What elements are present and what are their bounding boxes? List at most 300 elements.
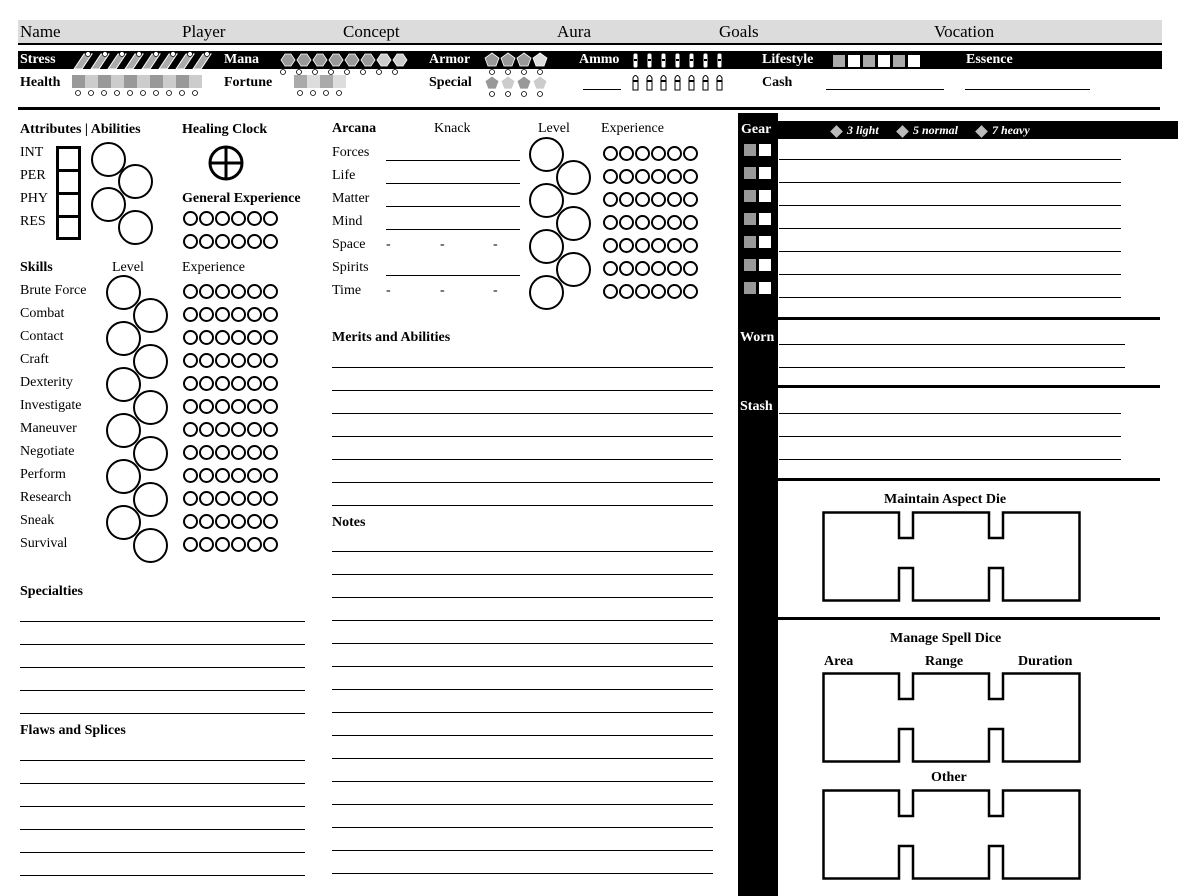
fortune-track[interactable] (292, 74, 356, 98)
xp-bubble[interactable] (667, 146, 682, 161)
xp-bubble[interactable] (199, 491, 214, 506)
lifestyle-label: Lifestyle (762, 52, 814, 67)
xp-bubble[interactable] (635, 215, 650, 230)
arcana-level-circle[interactable] (556, 160, 591, 195)
xp-row[interactable] (183, 330, 278, 345)
xp-bubble[interactable] (603, 215, 618, 230)
xp-bubble[interactable] (683, 192, 698, 207)
stash-divider (778, 385, 1160, 388)
player-field[interactable]: Player (182, 22, 226, 41)
vocation-field[interactable]: Vocation (934, 22, 995, 41)
xp-bubble[interactable] (199, 422, 214, 437)
xp-bubble[interactable] (683, 284, 698, 299)
skill-label: Perform (20, 467, 66, 482)
skill-level-circle[interactable] (133, 390, 168, 425)
attr-int: INT (20, 145, 44, 160)
write-line[interactable] (20, 713, 305, 714)
healing-clock-icon[interactable] (208, 145, 244, 181)
xp-bubble[interactable] (635, 146, 650, 161)
specialties-title: Specialties (20, 584, 83, 599)
xp-bubble[interactable] (247, 537, 262, 552)
gear-line[interactable] (779, 297, 1121, 298)
write-line[interactable] (332, 781, 713, 782)
gear-load-box[interactable] (744, 167, 756, 179)
xp-bubble[interactable] (199, 468, 214, 483)
xp-bubble[interactable] (231, 399, 246, 414)
xp-bubble[interactable] (683, 169, 698, 184)
goals-field[interactable]: Goals (719, 22, 759, 41)
skill-level-circle[interactable] (133, 298, 168, 333)
xp-bubble[interactable] (215, 514, 230, 529)
xp-bubble[interactable] (215, 330, 230, 345)
skill-label: Negotiate (20, 444, 75, 459)
xp-bubble[interactable] (619, 215, 634, 230)
special-label: Special (429, 75, 472, 90)
lifestyle-track[interactable] (833, 55, 920, 67)
xp-bubble[interactable] (215, 284, 230, 299)
write-line[interactable] (20, 644, 305, 645)
xp-bubble[interactable] (183, 537, 198, 552)
attributes-title: Attributes | Abilities (20, 122, 141, 137)
write-line[interactable] (332, 390, 713, 391)
stress-track[interactable] (74, 51, 214, 71)
arcana-label: Life (332, 168, 356, 183)
skills-title: Skills (20, 260, 53, 275)
skill-level-circle[interactable] (133, 528, 168, 563)
xp-bubble[interactable] (199, 514, 214, 529)
xp-bubble[interactable] (231, 330, 246, 345)
xp-bubble[interactable] (667, 261, 682, 276)
diamond-icon (830, 125, 843, 138)
write-line[interactable] (332, 712, 713, 713)
general-xp-row[interactable] (183, 234, 278, 249)
xp-bubble[interactable] (263, 491, 278, 506)
xp-bubble[interactable] (667, 192, 682, 207)
skill-label: Survival (20, 536, 68, 551)
skill-label: Research (20, 490, 72, 505)
xp-bubble[interactable] (651, 261, 666, 276)
knack-dash: - (493, 237, 498, 252)
worn-line[interactable] (779, 367, 1125, 368)
write-line[interactable] (332, 827, 713, 828)
xp-bubble[interactable] (619, 169, 634, 184)
stash-line[interactable] (779, 459, 1121, 460)
stash-title: Stash (740, 399, 773, 414)
write-line[interactable] (332, 850, 713, 851)
gear-load-box[interactable] (759, 144, 771, 156)
xp-bubble[interactable] (603, 238, 618, 253)
xp-bubble[interactable] (263, 376, 278, 391)
xp-bubble[interactable] (247, 353, 262, 368)
manage-spell-title: Manage Spell Dice (890, 631, 1002, 646)
write-line[interactable] (20, 783, 305, 784)
xp-bubble[interactable] (667, 284, 682, 299)
gear-load-box[interactable] (744, 144, 756, 156)
xp-bubble[interactable] (635, 238, 650, 253)
attribute-boxes[interactable] (56, 146, 81, 240)
gear-line[interactable] (779, 251, 1121, 252)
write-line[interactable] (332, 689, 713, 690)
xp-row[interactable] (183, 537, 278, 552)
xp-bubble[interactable] (199, 537, 214, 552)
knack-dash: - (386, 283, 391, 298)
load-normal[interactable]: 5 normal (898, 123, 958, 138)
xp-row[interactable] (603, 169, 698, 184)
gear-sidebar (738, 113, 778, 896)
knack-line[interactable] (386, 160, 520, 161)
xp-bubble[interactable] (247, 491, 262, 506)
xp-bubble[interactable] (603, 146, 618, 161)
xp-row[interactable] (183, 399, 278, 414)
skill-label: Maneuver (20, 421, 77, 436)
xp-bubble[interactable] (247, 445, 262, 460)
worn-divider (778, 317, 1160, 320)
write-line[interactable] (332, 804, 713, 805)
write-line[interactable] (332, 459, 713, 460)
xp-bubble[interactable] (635, 192, 650, 207)
duration-label: Duration (1018, 654, 1073, 669)
xp-bubble[interactable] (263, 537, 278, 552)
write-line[interactable] (332, 735, 713, 736)
skill-label: Brute Force (20, 283, 87, 298)
xp-bubble[interactable] (635, 284, 650, 299)
knack-line[interactable] (386, 229, 520, 230)
arcana-label: Time (332, 283, 362, 298)
xp-bubble[interactable] (183, 307, 198, 322)
name-field[interactable]: Name (20, 22, 61, 41)
flaws-title: Flaws and Splices (20, 723, 126, 738)
xp-bubble[interactable] (651, 169, 666, 184)
xp-bubble[interactable] (651, 238, 666, 253)
xp-row[interactable] (603, 215, 698, 230)
mana-track[interactable] (278, 52, 408, 76)
xp-bubble[interactable] (683, 261, 698, 276)
xp-bubble[interactable] (231, 445, 246, 460)
write-line[interactable] (332, 574, 713, 575)
xp-bubble[interactable] (231, 353, 246, 368)
xp-bubble[interactable] (231, 468, 246, 483)
write-line[interactable] (20, 875, 305, 876)
xp-bubble[interactable] (231, 307, 246, 322)
xp-bubble[interactable] (215, 445, 230, 460)
arcana-level-circle[interactable] (529, 275, 564, 310)
gear-load-box[interactable] (759, 167, 771, 179)
xp-bubble[interactable] (215, 399, 230, 414)
xp-bubble[interactable] (263, 468, 278, 483)
xp-bubble[interactable] (263, 399, 278, 414)
gear-title: Gear (741, 122, 772, 137)
write-line[interactable] (332, 482, 713, 483)
xp-bubble[interactable] (231, 514, 246, 529)
diamond-icon (975, 125, 988, 138)
gear-load-box[interactable] (759, 213, 771, 225)
dice-divider (778, 478, 1160, 481)
skills-level-header: Level (112, 260, 144, 275)
xp-bubble[interactable] (231, 422, 246, 437)
xp-bubble[interactable] (199, 445, 214, 460)
xp-bubble[interactable] (199, 284, 214, 299)
knack-line[interactable] (386, 206, 520, 207)
xp-bubble[interactable] (183, 330, 198, 345)
xp-bubble[interactable] (247, 307, 262, 322)
xp-row[interactable] (183, 307, 278, 322)
write-line[interactable] (332, 436, 713, 437)
xp-bubble[interactable] (619, 192, 634, 207)
knack-dash: - (493, 283, 498, 298)
xp-bubble[interactable] (603, 284, 618, 299)
xp-bubble[interactable] (247, 330, 262, 345)
xp-row[interactable] (603, 192, 698, 207)
spell-dice-box[interactable] (822, 672, 1082, 764)
ability-circle[interactable] (118, 164, 153, 199)
xp-bubble[interactable] (683, 238, 698, 253)
health-label: Health (20, 75, 61, 90)
xp-bubble[interactable] (247, 514, 262, 529)
xp-bubble[interactable] (183, 376, 198, 391)
xp-bubble[interactable] (231, 376, 246, 391)
load-light[interactable]: 3 light (832, 123, 879, 138)
attr-per: PER (20, 168, 46, 183)
arcana-label: Space (332, 237, 366, 252)
xp-bubble[interactable] (651, 284, 666, 299)
xp-row[interactable] (183, 491, 278, 506)
knack-line[interactable] (386, 183, 520, 184)
write-line[interactable] (20, 760, 305, 761)
write-line[interactable] (20, 667, 305, 668)
xp-bubble[interactable] (215, 537, 230, 552)
load-heavy[interactable]: 7 heavy (977, 123, 1030, 138)
skill-label: Dexterity (20, 375, 73, 390)
xp-bubble[interactable] (215, 491, 230, 506)
armor-track[interactable] (484, 52, 548, 76)
other-dice-box[interactable] (822, 789, 1082, 881)
xp-bubble[interactable] (215, 468, 230, 483)
xp-bubble[interactable] (635, 169, 650, 184)
xp-bubble[interactable] (215, 376, 230, 391)
xp-bubble[interactable] (603, 261, 618, 276)
arcana-label: Mind (332, 214, 363, 229)
maintain-aspect-die-box[interactable] (822, 511, 1082, 603)
xp-bubble[interactable] (651, 192, 666, 207)
gear-line[interactable] (779, 274, 1121, 275)
write-line[interactable] (20, 690, 305, 691)
knack-dash: - (440, 237, 445, 252)
xp-bubble[interactable] (263, 422, 278, 437)
area-label: Area (824, 654, 854, 669)
write-line[interactable] (332, 758, 713, 759)
gear-line[interactable] (779, 159, 1121, 160)
concept-field[interactable]: Concept (343, 22, 400, 41)
arcana-title: Arcana (332, 121, 377, 136)
xp-bubble[interactable] (683, 146, 698, 161)
write-line[interactable] (20, 806, 305, 807)
xp-bubble[interactable] (183, 514, 198, 529)
write-line[interactable] (20, 621, 305, 622)
gear-load-box[interactable] (759, 190, 771, 202)
xp-bubble[interactable] (247, 399, 262, 414)
xp-bubble[interactable] (215, 422, 230, 437)
xp-bubble[interactable] (603, 192, 618, 207)
xp-bubble[interactable] (651, 146, 666, 161)
write-line[interactable] (332, 551, 713, 552)
arcana-knack-header: Knack (434, 121, 471, 136)
worn-title: Worn (740, 330, 775, 345)
xp-bubble[interactable] (199, 307, 214, 322)
xp-bubble[interactable] (183, 468, 198, 483)
worn-line[interactable] (779, 344, 1125, 345)
skill-label: Investigate (20, 398, 82, 413)
gear-load-box[interactable] (744, 236, 756, 248)
write-line[interactable] (332, 597, 713, 598)
fortune-label: Fortune (224, 75, 273, 90)
skill-label: Craft (20, 352, 49, 367)
range-label: Range (925, 654, 964, 669)
ammo-track[interactable] (630, 51, 730, 93)
write-line[interactable] (332, 620, 713, 621)
xp-bubble[interactable] (199, 399, 214, 414)
write-line[interactable] (332, 643, 713, 644)
xp-row[interactable] (183, 422, 278, 437)
xp-bubble[interactable] (183, 399, 198, 414)
xp-bubble[interactable] (215, 307, 230, 322)
write-line[interactable] (332, 873, 713, 874)
xp-bubble[interactable] (215, 353, 230, 368)
xp-row[interactable] (603, 284, 698, 299)
maintain-aspect-title: Maintain Aspect Die (884, 492, 1007, 507)
skill-level-circle[interactable] (133, 482, 168, 517)
gear-load-box[interactable] (759, 236, 771, 248)
ammo-count-line[interactable] (583, 89, 621, 90)
xp-row[interactable] (183, 468, 278, 483)
xp-bubble[interactable] (619, 261, 634, 276)
xp-bubble[interactable] (231, 491, 246, 506)
skill-level-circle[interactable] (133, 344, 168, 379)
attr-res: RES (20, 214, 46, 229)
gear-load-box[interactable] (744, 282, 756, 294)
xp-bubble[interactable] (683, 215, 698, 230)
xp-bubble[interactable] (263, 445, 278, 460)
gear-load-box[interactable] (744, 190, 756, 202)
xp-row[interactable] (183, 284, 278, 299)
special-track[interactable] (484, 75, 548, 99)
essence-label: Essence (966, 52, 1013, 67)
arcana-level-header: Level (538, 121, 570, 136)
gear-line[interactable] (779, 182, 1121, 183)
xp-bubble[interactable] (263, 307, 278, 322)
write-line[interactable] (332, 413, 713, 414)
xp-bubble[interactable] (619, 284, 634, 299)
write-line[interactable] (332, 666, 713, 667)
xp-bubble[interactable] (263, 330, 278, 345)
top-divider (18, 107, 1160, 110)
ammo-label: Ammo (579, 52, 620, 67)
gear-load-box[interactable] (759, 259, 771, 271)
gear-line[interactable] (779, 205, 1121, 206)
xp-bubble[interactable] (667, 169, 682, 184)
cash-line[interactable] (826, 89, 944, 90)
xp-bubble[interactable] (635, 261, 650, 276)
xp-bubble[interactable] (603, 169, 618, 184)
xp-bubble[interactable] (247, 468, 262, 483)
xp-bubble[interactable] (247, 284, 262, 299)
xp-row[interactable] (183, 445, 278, 460)
xp-bubble[interactable] (199, 376, 214, 391)
xp-bubble[interactable] (667, 215, 682, 230)
xp-bubble[interactable] (183, 445, 198, 460)
write-line[interactable] (332, 367, 713, 368)
xp-bubble[interactable] (247, 422, 262, 437)
spell-divider (778, 617, 1160, 620)
arcana-level-circle[interactable] (556, 206, 591, 241)
arcana-label: Spirits (332, 260, 369, 275)
xp-bubble[interactable] (263, 514, 278, 529)
write-line[interactable] (332, 505, 713, 506)
skills-experience-header: Experience (182, 260, 245, 275)
knack-line[interactable] (386, 275, 520, 276)
aura-field[interactable]: Aura (557, 22, 591, 41)
cash-label: Cash (762, 75, 793, 90)
xp-bubble[interactable] (667, 238, 682, 253)
xp-bubble[interactable] (199, 353, 214, 368)
xp-bubble[interactable] (247, 376, 262, 391)
arcana-label: Forces (332, 145, 370, 160)
xp-bubble[interactable] (183, 284, 198, 299)
diamond-icon (896, 125, 909, 138)
gear-load-box[interactable] (744, 259, 756, 271)
write-line[interactable] (20, 829, 305, 830)
xp-bubble[interactable] (231, 284, 246, 299)
xp-row[interactable] (183, 376, 278, 391)
general-xp-row[interactable] (183, 211, 278, 226)
xp-bubble[interactable] (619, 146, 634, 161)
gear-line[interactable] (779, 228, 1121, 229)
xp-bubble[interactable] (183, 422, 198, 437)
xp-bubble[interactable] (651, 215, 666, 230)
write-line[interactable] (20, 852, 305, 853)
stress-label: Stress (20, 52, 56, 67)
xp-bubble[interactable] (231, 537, 246, 552)
arcana-level-circle[interactable] (556, 252, 591, 287)
xp-bubble[interactable] (619, 238, 634, 253)
skill-level-circle[interactable] (133, 436, 168, 471)
notes-title: Notes (332, 515, 366, 530)
skill-label: Contact (20, 329, 64, 344)
gear-load-box[interactable] (744, 213, 756, 225)
skill-label: Sneak (20, 513, 55, 528)
stash-line[interactable] (779, 413, 1121, 414)
xp-bubble[interactable] (183, 491, 198, 506)
mana-label: Mana (224, 52, 259, 67)
merits-title: Merits and Abilities (332, 330, 451, 345)
xp-row[interactable] (183, 514, 278, 529)
other-label: Other (931, 770, 967, 785)
xp-row[interactable] (603, 261, 698, 276)
xp-row[interactable] (183, 353, 278, 368)
gear-load-box[interactable] (759, 282, 771, 294)
xp-row[interactable] (603, 146, 698, 161)
xp-bubble[interactable] (263, 284, 278, 299)
xp-bubble[interactable] (263, 353, 278, 368)
ability-circle[interactable] (118, 210, 153, 245)
knack-dash: - (440, 283, 445, 298)
xp-bubble[interactable] (199, 330, 214, 345)
xp-row[interactable] (603, 238, 698, 253)
xp-bubble[interactable] (183, 353, 198, 368)
header-underline (18, 43, 1162, 45)
stash-line[interactable] (779, 436, 1121, 437)
health-track[interactable] (70, 74, 210, 98)
essence-line[interactable] (965, 89, 1090, 90)
